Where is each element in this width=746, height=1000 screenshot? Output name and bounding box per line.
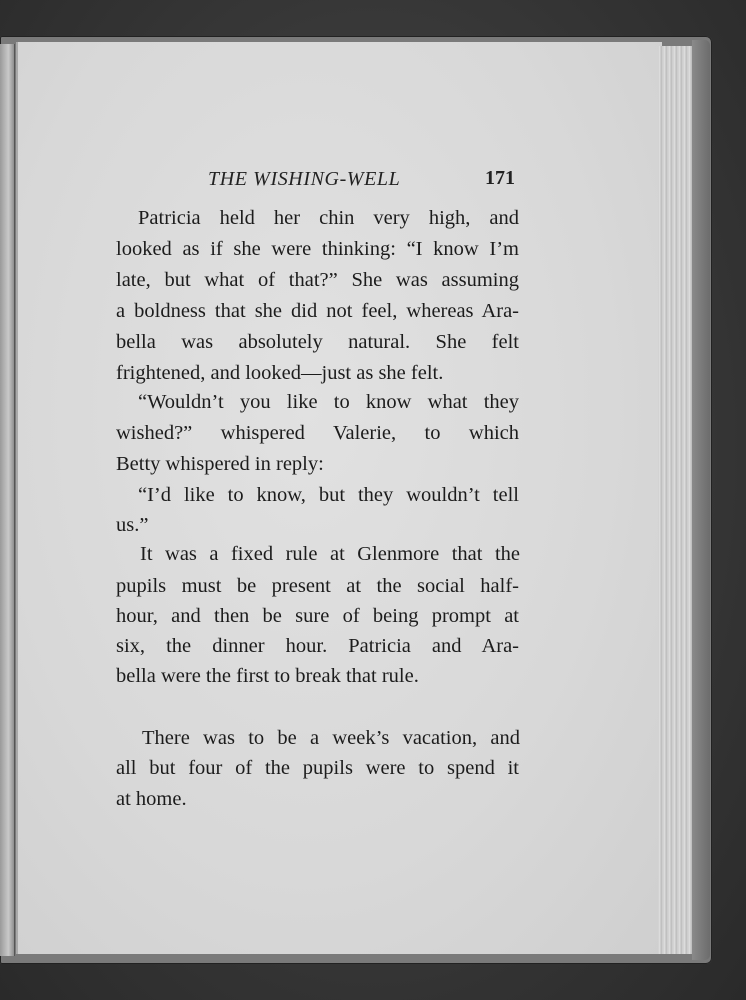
page-edges [658,46,694,954]
cover-edge [692,40,710,960]
text-line: six, the dinner hour. Patricia and Ara- [116,635,519,657]
text-line: bella were the first to break that rule. [116,665,419,687]
text-line: bella was absolutely natural. She felt [116,331,519,353]
page-number: 171 [485,167,515,189]
text-line: at home. [116,788,187,810]
text-line: Patricia held her chin very high, and [138,207,519,229]
text-line: looked as if she were thinking: “I know I’m [116,238,519,260]
text-line: It was a fixed rule at Glenmore that the [140,543,520,565]
text-line: a boldness that she did not feel, whereas Ara- [116,300,519,322]
text-line: frightened, and looked—just as she felt. [116,362,444,384]
text-line: hour, and then be sure of being prompt at [116,605,519,627]
text-line: pupils must be present at the social half- [116,575,519,597]
text-line: all but four of the pupils were to spend it [116,757,519,779]
text-line: “I’d like to know, but they wouldn’t tell [138,484,519,506]
text-line: There was to be a week’s vacation, and [142,727,520,749]
text-line: Betty whispered in reply: [116,453,324,475]
running-head: THE WISHING-WELL [208,168,401,190]
text-line: us.” [116,514,149,536]
text-line: late, but what of that?” She was assuming [116,269,519,291]
text-line: “Wouldn’t you like to know what they [138,391,519,413]
text-line: wished?” whispered Valerie, to which [116,422,519,444]
left-page-edge [0,44,15,956]
